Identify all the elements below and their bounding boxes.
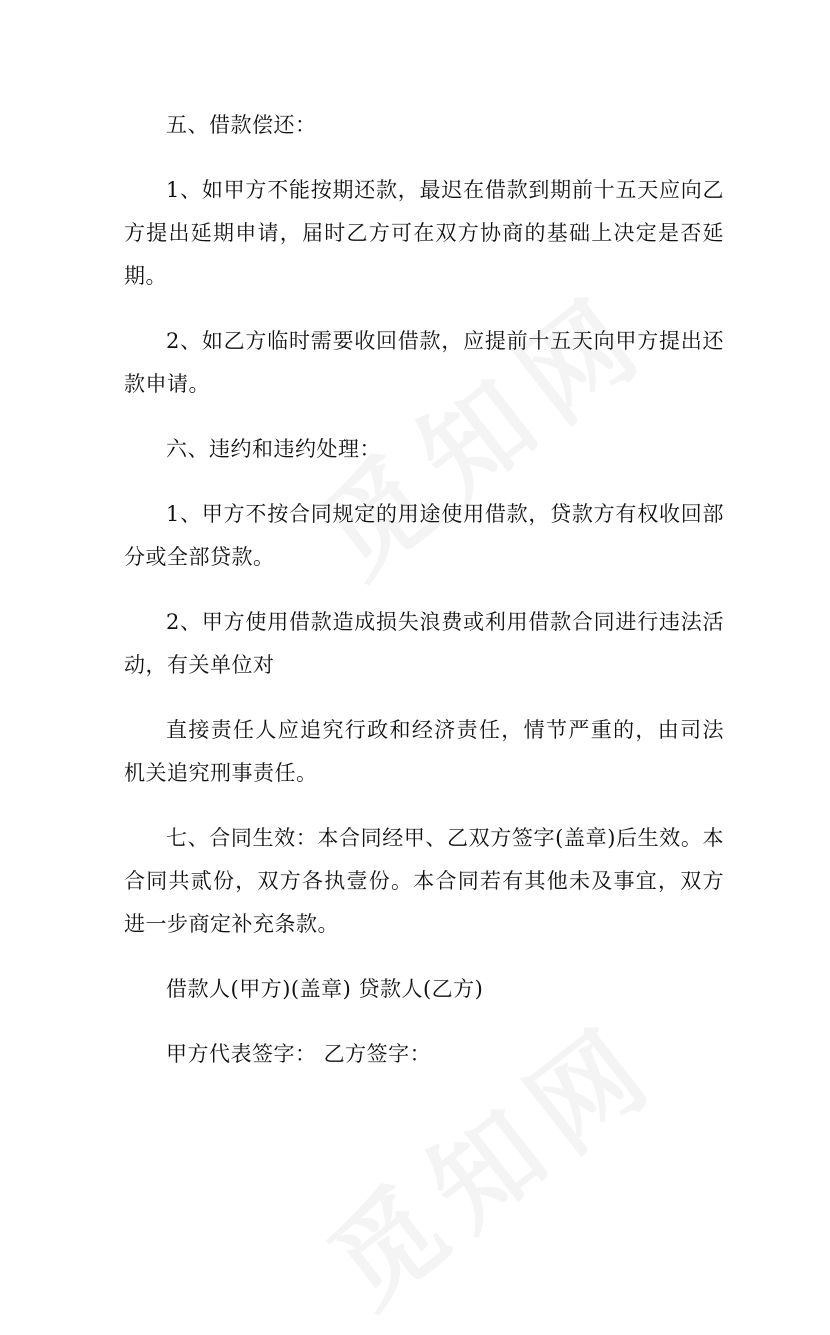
paragraph-repayment-2: 2、如乙方临时需要收回借款，应提前十五天向甲方提出还款申请。 — [124, 329, 724, 396]
document-body — [124, 104, 724, 1098]
paragraph-breach-1: 1、甲方不按合同规定的用途使用借款，贷款方有权收回部分或全部贷款。 — [124, 502, 724, 569]
signature-representatives-line: 甲方代表签字： 乙方签字： — [166, 1042, 432, 1066]
paragraph-breach-2: 2、甲方使用借款造成损失浪费或利用借款合同进行违法活动，有关单位对 — [124, 610, 724, 677]
paragraph-repayment-1: 1、如甲方不能按期还款，最迟在借款到期前十五天应向乙方提出延期申请，届时乙方可在双方协商的基础上决定是否延期。 — [124, 178, 724, 288]
section-heading-repayment: 五、借款偿还： — [166, 113, 317, 137]
signature-parties-line: 借款人(甲方)(盖章) 贷款人(乙方) — [166, 977, 484, 1001]
paragraph-breach-2-continued: 直接责任人应追究行政和经济责任，情节严重的，由司法机关追究刑事责任。 — [124, 718, 724, 785]
section-heading-effectiveness: 七、合同生效：本合同经甲、乙双方签字(盖章)后生效。本合同共贰份，双方各执壹份。本合同若有其他未及事宜，双方进一步商定补充条款。 — [124, 826, 724, 936]
section-heading-breach: 六、违约和违约处理： — [166, 437, 381, 461]
